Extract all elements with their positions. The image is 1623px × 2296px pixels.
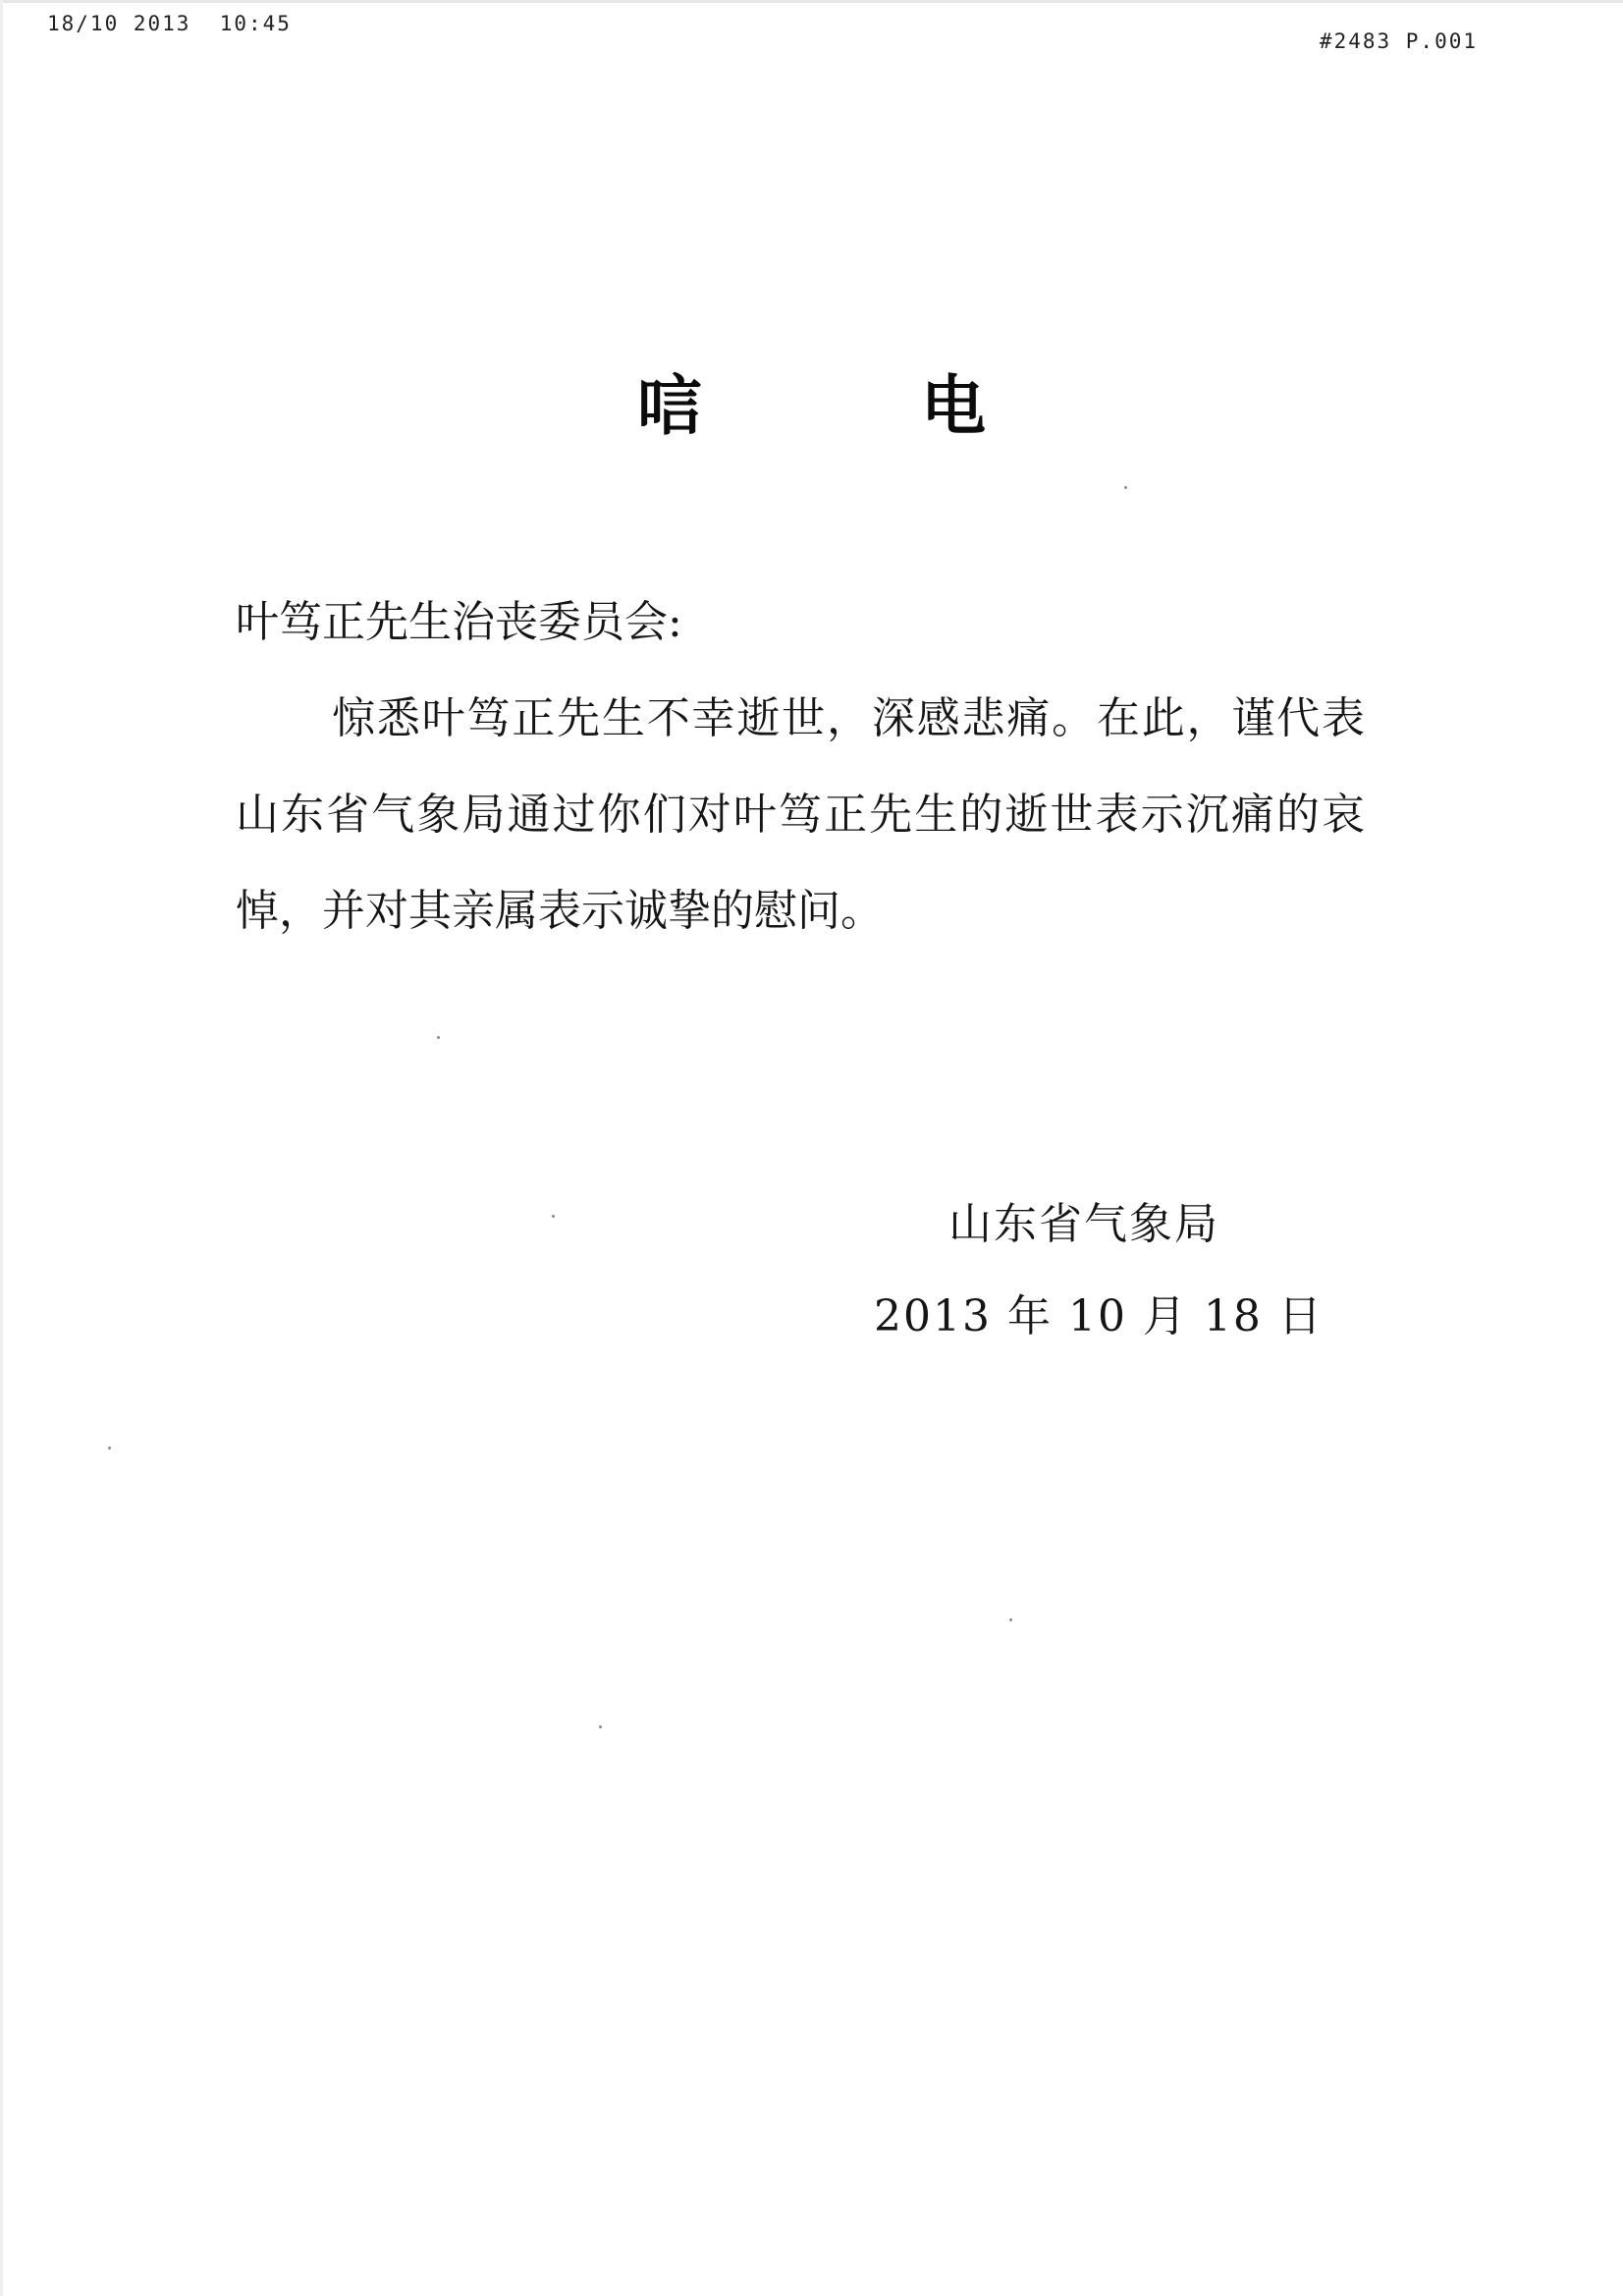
- fax-page-ref: #2483 P.001: [1319, 29, 1478, 53]
- scan-speck: [108, 1447, 111, 1449]
- scan-speck: [1009, 1618, 1012, 1621]
- scan-edge-left: [0, 0, 3, 2296]
- scan-speck: [599, 1725, 602, 1728]
- signature-organization: 山东省气象局: [948, 1199, 1219, 1249]
- fax-header: [0, 0, 1623, 59]
- fax-datetime: 18/10 2013 10:45: [47, 12, 292, 35]
- scan-speck: [1124, 486, 1127, 489]
- condolence-paragraph: 惊悉叶笃正先生不幸逝世，深感悲痛。在此，谨代表山东省气象局通过你们对叶笃正先生的逝世表示沉痛的哀悼，并对其亲属表示诚挚的慰问。: [236, 693, 1365, 936]
- document-body: [236, 574, 1365, 959]
- signature-date: 2013 年 10 月 18 日: [874, 1291, 1324, 1341]
- document-title: 唁 电: [637, 368, 1084, 444]
- scan-speck: [552, 1215, 555, 1218]
- salutation: 叶笃正先生治丧委员会:: [236, 597, 682, 647]
- scan-speck: [437, 1036, 440, 1039]
